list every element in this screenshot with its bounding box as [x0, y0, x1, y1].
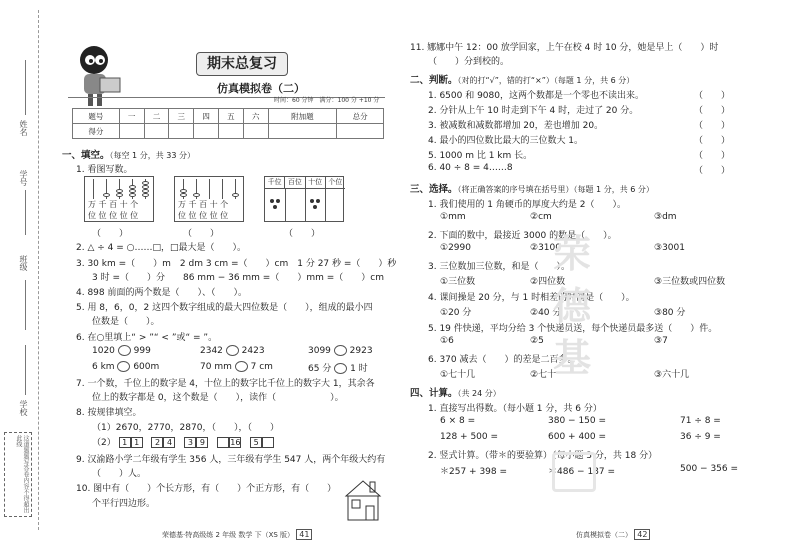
score-header-cell: 三	[169, 109, 194, 124]
judge-2: 2. 分针从上午 10 时走到下午 4 时，走过了 20 分。	[428, 106, 639, 116]
compare-row-1c: 3099 2923	[308, 346, 373, 356]
score-cell[interactable]	[119, 124, 144, 139]
choice-3-opt-c[interactable]: ③三位数或四位数	[654, 277, 726, 287]
judge-answer-1[interactable]: （ ）	[694, 91, 731, 101]
answer-paren-3[interactable]: （ ）	[284, 229, 321, 239]
time-note: 时间：60 分钟 满分：100 分 +10 分	[274, 97, 380, 104]
pattern-box: 4	[163, 437, 175, 448]
name-field-line[interactable]	[25, 60, 26, 115]
judge-5: 5. 1000 m 比 1 km 长。	[428, 151, 533, 161]
pattern-box: 3	[184, 437, 196, 448]
question-1: 1. 看图写数。	[76, 165, 133, 175]
pattern-blank-box[interactable]	[262, 437, 274, 448]
binding-margin	[0, 0, 50, 546]
score-header-cell: 二	[144, 109, 169, 124]
score-cell[interactable]	[337, 124, 384, 139]
footer-right: 仿真模拟卷（二） 42	[576, 529, 650, 540]
pattern-box: 2	[151, 437, 163, 448]
pv-header: 个位	[328, 178, 343, 186]
id-field-label: 学号	[19, 170, 28, 186]
question-10-line-2: 个平行四边形。	[92, 499, 156, 509]
choice-4-opt-a[interactable]: ①20 分	[440, 308, 472, 318]
section-calc-heading: 四、计算。（共 24 分）	[410, 388, 501, 399]
calc-1: 1. 直接写出得数。（每小题 1 分，共 6 分）	[428, 404, 602, 414]
choice-1-opt-a[interactable]: ①mm	[440, 212, 466, 222]
score-header-cell: 五	[218, 109, 243, 124]
vertical-calc-item[interactable]: 500 − 356 =	[680, 464, 739, 474]
choice-6-opt-b[interactable]: ②七十	[530, 370, 557, 380]
compare-circle[interactable]	[334, 363, 347, 374]
score-cell[interactable]	[218, 124, 243, 139]
calc-2: 2. 竖式计算。（带＊的要验算）（每小题 3 分，共 18 分）	[428, 451, 658, 461]
school-field-line[interactable]	[25, 345, 26, 395]
compare-circle[interactable]	[118, 345, 131, 356]
id-field-line[interactable]	[25, 190, 26, 235]
question-4: 4. 898 前面的两个数是（ ）、（ ）。	[76, 288, 247, 298]
vertical-calc-item[interactable]: ＊257 + 398 =	[440, 467, 508, 477]
abacus-1-labels-2: 位 位 位 位 位	[88, 211, 139, 220]
abacus-2-labels: 万 千 百 十 个	[178, 200, 229, 209]
score-cell[interactable]	[144, 124, 169, 139]
place-value-chart	[264, 176, 344, 222]
judge-4: 4. 最小的四位数比最大的三位数大 1。	[428, 136, 584, 146]
question-9-line-2: （ ）人。	[92, 469, 147, 479]
choice-3-opt-b[interactable]: ②四位数	[530, 277, 566, 287]
choice-4-opt-b[interactable]: ②40 分	[530, 308, 562, 318]
answer-paren-1[interactable]: （ ）	[92, 229, 129, 239]
compare-row-1: 1020 999	[92, 346, 151, 356]
margin-note: 这道题题写答卷内容不得超出此线	[4, 432, 32, 517]
calc-item[interactable]: 36 ÷ 9 =	[680, 432, 721, 442]
calc-item[interactable]: 71 ÷ 8 =	[680, 416, 721, 426]
question-8-1: （1）2670，2770，2870，（ ），（ ）	[92, 423, 279, 433]
question-3-line-1: 3. 30 km =（ ）m 2 dm 3 cm =（ ）cm 1 分 27 秒 =（ ）秒	[76, 259, 397, 269]
page-number-left: 41	[296, 529, 312, 540]
score-header-cell: 题号	[73, 109, 120, 124]
score-header-cell: 四	[194, 109, 219, 124]
school-field-label: 学校	[19, 400, 28, 416]
question-5-line-1: 5. 用 8，6，0，2 这四个数字组成的最大四位数是（ ），组成的最小四	[76, 303, 373, 313]
choice-2-opt-b[interactable]: ②3100	[530, 243, 561, 253]
section-judge-heading: 二、判断。（对的打“√”，错的打“×”）（每题 1 分，共 6 分）	[410, 75, 635, 86]
exam-title: 期末总复习	[196, 52, 288, 76]
compare-row-2c: 65 分 1 时	[308, 364, 368, 374]
calc-item[interactable]: 128 + 500 =	[440, 432, 499, 442]
choice-1-opt-b[interactable]: ②cm	[530, 212, 552, 222]
choice-6: 6. 370 减去（ ）的差是二百多。	[428, 355, 577, 365]
choice-3-opt-a[interactable]: ①三位数	[440, 277, 476, 287]
choice-5: 5. 19 件快递，平均分给 3 个快递员送，每个快递员最多送（ ）件。	[428, 324, 718, 334]
score-header-cell: 六	[243, 109, 268, 124]
question-8-2: （2） 1 1 2 4 3 9 16 5	[92, 435, 274, 448]
compare-row-2b: 70 mm 7 cm	[200, 362, 273, 372]
pv-header: 千位	[265, 177, 285, 188]
question-10-line-1: 10. 图中有（ ）个长方形，有（ ）个正方形，有（ ）	[76, 484, 337, 494]
abacus-2-labels-2: 位 位 位 位 位	[178, 211, 229, 220]
pattern-box: 16	[230, 438, 241, 447]
question-2: 2. △ ÷ 4 = ○……□，□最大是（ ）。	[76, 243, 246, 253]
question-7-line-1: 7. 一个数，千位上的数字是 4，十位上的数字比千位上的数字大 1，其余各	[76, 379, 375, 389]
score-header-row	[73, 109, 384, 124]
question-6: 6. 在○里填上“ > ”“ < ”或“ = ”。	[76, 333, 218, 343]
judge-answer-2[interactable]: （ ）	[694, 106, 731, 116]
pv-dots	[265, 189, 345, 221]
calc-item[interactable]: 600 + 400 =	[548, 432, 607, 442]
judge-3: 3. 被减数和减数都增加 20，差也增加 20。	[428, 121, 604, 131]
class-field-label: 班级	[19, 255, 28, 271]
section-choice-heading: 三、选择。（将正确答案的序号填在括号里）（每题 1 分，共 6 分）	[410, 184, 654, 195]
choice-6-opt-a[interactable]: ①七十几	[440, 370, 476, 380]
question-3-line-2: 3 时 =（ ）分 86 mm − 36 mm =（ ）mm =（ ）cm	[92, 273, 384, 283]
pattern-blank-box[interactable]	[217, 437, 229, 448]
choice-1-opt-c[interactable]: ③dm	[654, 212, 677, 222]
compare-row-2: 6 km 600m	[92, 362, 160, 372]
choice-2-opt-c[interactable]: ③3001	[654, 243, 685, 253]
choice-3: 3. 三位数加三位数，和是（ ）。	[428, 262, 570, 272]
question-11-line-2: （ ）分到校的。	[428, 57, 510, 67]
pv-header: 百位	[285, 177, 305, 188]
judge-answer-4[interactable]: （ ）	[694, 136, 731, 146]
score-cell[interactable]	[169, 124, 194, 139]
score-cell[interactable]	[243, 124, 268, 139]
judge-answer-6[interactable]: （ ）	[694, 166, 731, 176]
pattern-box: 1	[119, 437, 131, 448]
page-number-right: 42	[634, 529, 650, 540]
score-cell[interactable]	[194, 124, 219, 139]
pv-header: 十位	[306, 177, 326, 188]
choice-5-opt-a[interactable]: ①6	[440, 336, 454, 346]
choice-4: 4. 课间操是 20 分，与 1 时相差的时间是（ ）。	[428, 293, 635, 303]
choice-2-opt-a[interactable]: ①2990	[440, 243, 471, 253]
pattern-box: 1	[131, 437, 143, 448]
score-row-label: 得分	[73, 124, 120, 139]
compare-circle[interactable]	[235, 361, 248, 372]
score-value-row	[73, 124, 384, 139]
question-8: 8. 按规律填空。	[76, 408, 142, 418]
compare-circle[interactable]	[226, 345, 239, 356]
footer-left: 荣德基·特高级练 2 年级 数学 下（XS 版） 41	[162, 529, 312, 540]
calc-item[interactable]: 6 × 8 =	[440, 416, 476, 426]
judge-answer-3[interactable]: （ ）	[694, 121, 731, 131]
compare-circle[interactable]	[117, 361, 130, 372]
question-7-line-2: 位上的数字都是 0，这个数是（ ），读作（ ）。	[92, 393, 344, 403]
name-field-label: 姓名	[19, 120, 28, 136]
exam-subtitle: 仿真模拟卷（二）	[217, 82, 305, 95]
pattern-box: 9	[196, 437, 208, 448]
score-header-cell: 总分	[337, 109, 384, 124]
question-11-line-1: 11. 娜娜中午 12：00 放学回家，上午在校 4 时 10 分，她是早上（ ）时	[410, 43, 719, 53]
question-5-line-2: 位数是（ ）。	[92, 317, 160, 327]
score-cell[interactable]	[268, 124, 337, 139]
cut-line	[38, 10, 39, 530]
abacus-1-labels: 万 千 百 十 个	[88, 200, 139, 209]
score-header-cell: 附加题	[268, 109, 337, 124]
choice-1: 1. 我们使用的 1 角硬币的厚度大约是 2（ ）。	[428, 200, 626, 210]
pattern-box: 5	[250, 437, 262, 448]
class-field-line[interactable]	[25, 280, 26, 330]
choice-5-opt-b[interactable]: ②5	[530, 336, 544, 346]
vertical-calc-item[interactable]: ＊486 − 187 =	[548, 467, 616, 477]
score-table	[72, 108, 384, 139]
choice-2: 2. 下面的数中，最接近 3000 的数是（ ）。	[428, 231, 617, 241]
choice-5-opt-c[interactable]: ③7	[654, 336, 668, 346]
judge-answer-5[interactable]: （ ）	[694, 151, 731, 161]
score-header-cell: 一	[119, 109, 144, 124]
judge-1: 1. 6500 和 9080，这两个数都是一个零也不读出来。	[428, 91, 644, 101]
calc-item[interactable]: 380 − 150 =	[548, 416, 607, 426]
watermark-seal	[552, 452, 596, 492]
section-fill-heading: 一、填空。（每空 1 分，共 33 分）	[62, 150, 195, 161]
judge-6: 6. 40 ÷ 8 = 4……8	[428, 163, 513, 173]
choice-4-opt-c[interactable]: ③80 分	[654, 308, 686, 318]
answer-paren-2[interactable]: （ ）	[183, 229, 220, 239]
watermark: 荣 德 基	[552, 232, 591, 380]
choice-6-opt-c[interactable]: ③六十几	[654, 370, 690, 380]
question-9-line-1: 9. 汉渝路小学二年级有学生 356 人，三年级有学生 547 人，两个年级大约有	[76, 455, 386, 465]
house-figure	[342, 478, 384, 522]
compare-row-1b: 2342 2423	[200, 346, 265, 356]
compare-circle[interactable]	[334, 345, 347, 356]
